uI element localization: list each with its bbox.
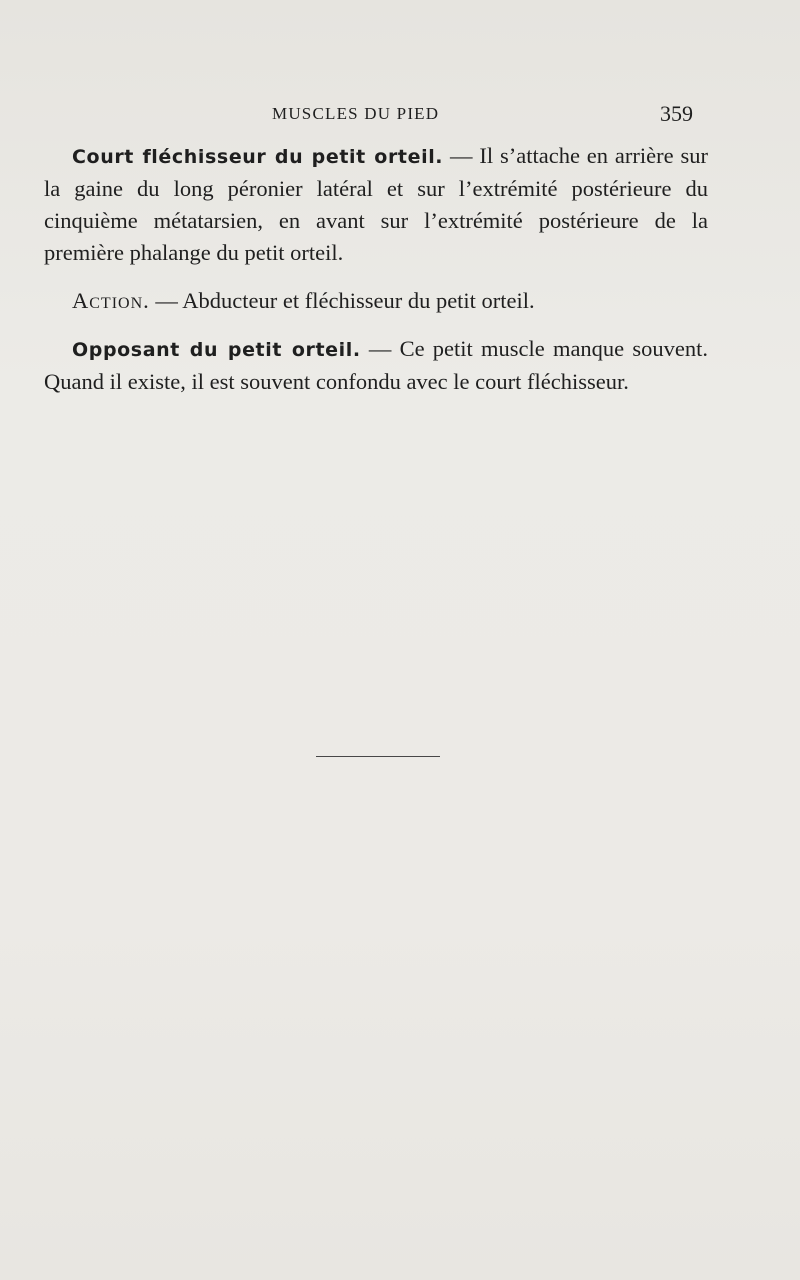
paragraph-body: — Il s’attache en arrière sur la gaine du long péronier latéral et sur l’extrémité postérieure du cinquième métatarsien, en avant sur l’extrémité postérieure de la première phalange du petit orteil. (44, 143, 708, 265)
running-title: MUSCLES DU PIED (272, 104, 440, 123)
paragraph-body: — Ce petit muscle manque souvent. Quand il existe, il est souvent confondu avec le court fléchisseur. (44, 336, 708, 394)
running-head (0, 101, 800, 132)
paragraph-opposant (44, 333, 708, 398)
paragraph-lead: Court fléchisseur du petit orteil. (72, 146, 444, 168)
paragraph-lead: Opposant du petit orteil. (72, 339, 361, 361)
paragraph-action (44, 285, 708, 317)
body-text (44, 140, 708, 398)
paragraph-body: — Abducteur et fléchisseur du petit orteil. (149, 288, 535, 313)
section-end-rule (316, 756, 440, 757)
paragraph-lead: Action. (72, 288, 150, 313)
paragraph-court-flechisseur (44, 140, 708, 269)
page-number: 359 (660, 101, 693, 126)
